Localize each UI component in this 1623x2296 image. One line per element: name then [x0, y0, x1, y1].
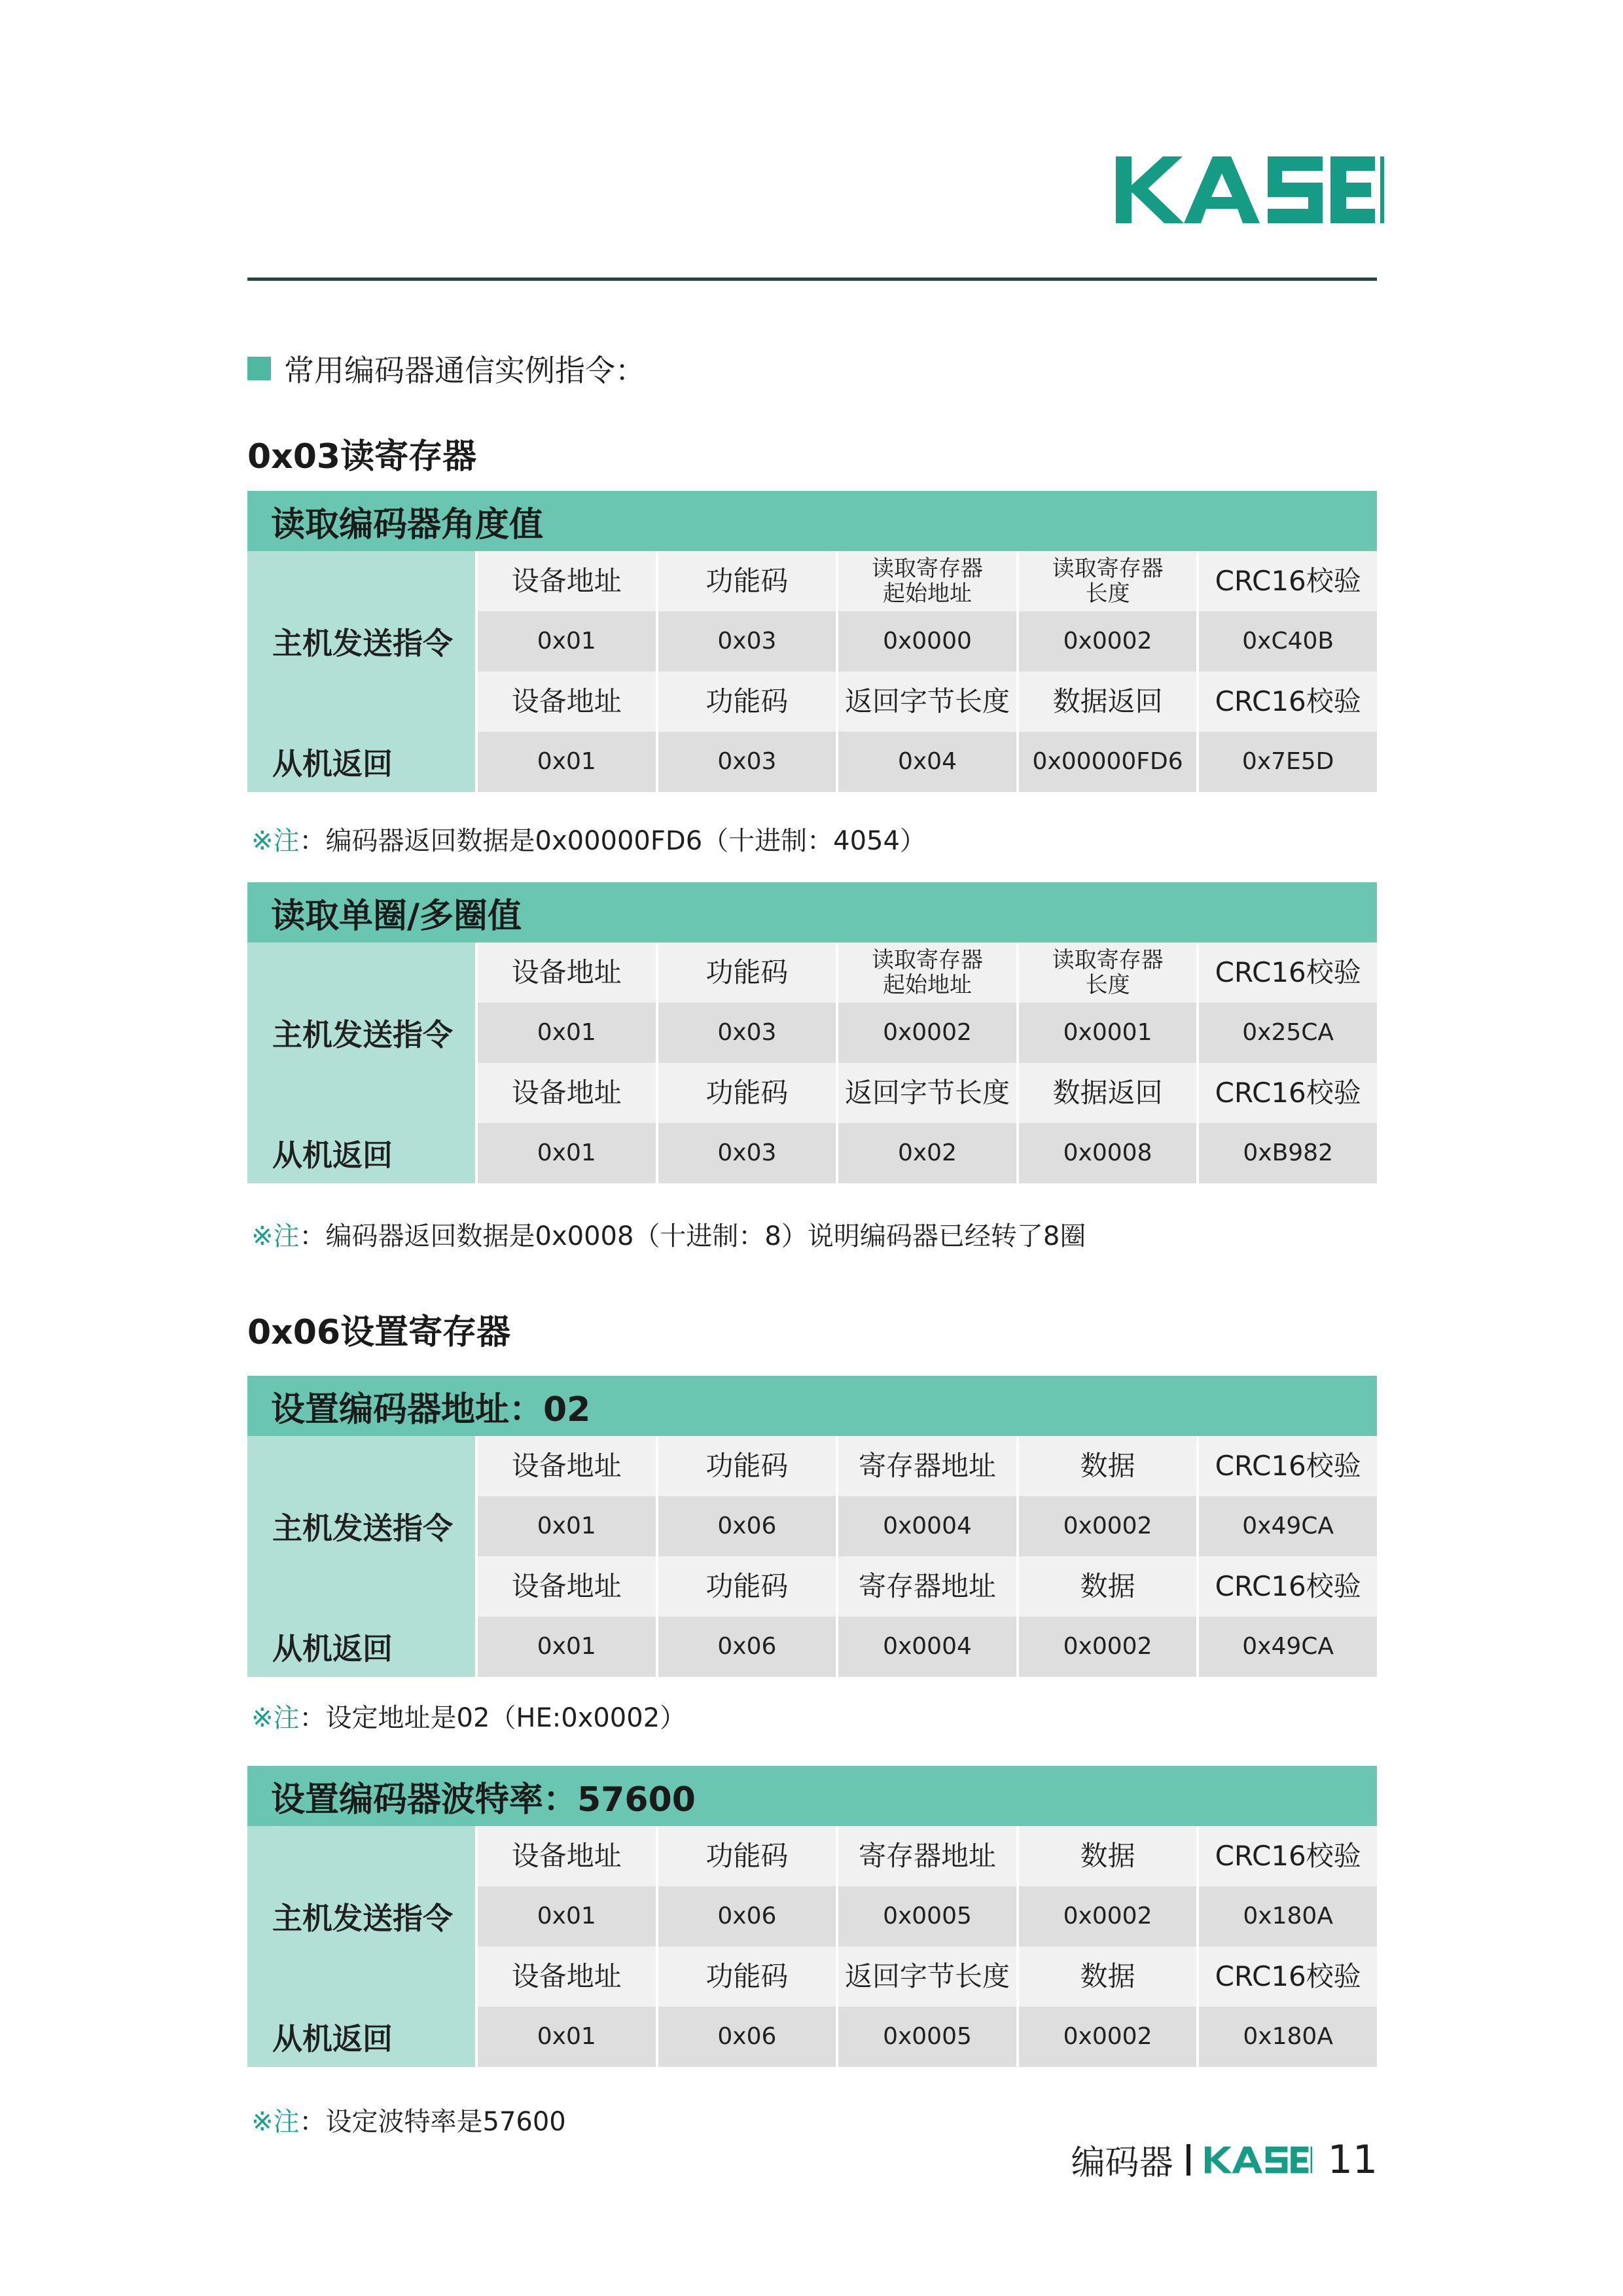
column-label: 功能码: [658, 942, 839, 1003]
table-row: [247, 732, 1377, 792]
column-label: 数据返回: [1019, 1063, 1200, 1123]
page-footer: [1071, 2135, 1378, 2184]
table-row: [247, 1496, 1377, 1556]
cell-value: 0x0002: [1019, 1886, 1200, 1946]
column-label: 数据: [1019, 1826, 1200, 1886]
column-label: 数据: [1019, 1436, 1200, 1496]
row-head: 主机发送指令: [247, 1886, 478, 1946]
page-number: 11: [1327, 2136, 1378, 2183]
column-label: CRC16校验: [1215, 956, 1361, 989]
table-row: [247, 1123, 1377, 1183]
table-title: 设置编码器波特率：57600: [247, 1766, 1377, 1826]
table-note: [251, 2101, 566, 2138]
cell-value: 0x0005: [838, 2007, 1019, 2067]
section-heading-text: 常用编码器通信实例指令：: [284, 353, 645, 388]
table-set-baudrate: [247, 1766, 1377, 2067]
cell-value: 0x0005: [838, 1886, 1019, 1946]
cell-value: 0x0004: [838, 1617, 1019, 1677]
cell-value: 0xC40B: [1242, 627, 1334, 655]
cell-value: 0x0002: [1019, 1617, 1200, 1677]
cell-value: 0xB982: [1243, 1139, 1333, 1166]
table-read-turns: [247, 882, 1377, 1183]
column-label: CRC16校验: [1215, 1570, 1361, 1603]
column-label: 读取寄存器 起始地址: [838, 551, 1019, 611]
footer-kasei-logo: [1204, 2143, 1313, 2177]
table-row: [247, 1886, 1377, 1946]
row-head: 从机返回: [247, 2007, 478, 2067]
row-head: 从机返回: [247, 1123, 478, 1183]
group-title-read-registers: 0x03读寄存器: [247, 437, 477, 476]
column-label: CRC16校验: [1215, 1450, 1361, 1482]
cell-value: 0x7E5D: [1241, 747, 1334, 775]
column-label: 功能码: [658, 551, 839, 611]
cell-value: 0x0000: [838, 611, 1019, 672]
cell-value: 0x180A: [1243, 1902, 1333, 1929]
cell-value: 0x01: [478, 732, 658, 792]
cell-value: 0x01: [478, 611, 658, 672]
table-note: [251, 1697, 686, 1734]
cell-value: 0x49CA: [1242, 1632, 1334, 1660]
table-row: [247, 672, 1377, 732]
column-label: 功能码: [658, 1556, 839, 1617]
section-heading: [247, 347, 645, 390]
table-title: 读取编码器角度值: [247, 491, 1377, 551]
column-label: 设备地址: [478, 942, 658, 1003]
row-head: [247, 1436, 478, 1496]
column-label: 设备地址: [478, 1556, 658, 1617]
column-label: 寄存器地址: [838, 1826, 1019, 1886]
row-head: 从机返回: [247, 1617, 478, 1677]
footer-divider: [1186, 2144, 1190, 2176]
header-rule: [247, 278, 1377, 281]
column-label: 功能码: [658, 1063, 839, 1123]
cell-value: 0x04: [838, 732, 1019, 792]
bullet-square-icon: [247, 357, 271, 380]
table-row: [247, 1826, 1377, 1886]
table-row: [247, 1063, 1377, 1123]
cell-value: 0x01: [478, 1123, 658, 1183]
table-row: [247, 1003, 1377, 1063]
cell-value: 0x0004: [838, 1496, 1019, 1556]
table-row: [247, 611, 1377, 672]
column-label: 返回字节长度: [838, 672, 1019, 732]
cell-value: 0x01: [478, 1617, 658, 1677]
column-label: 数据: [1019, 1556, 1200, 1617]
cell-value: 0x01: [478, 2007, 658, 2067]
note-mark: ※注: [251, 1221, 300, 1251]
column-label: 设备地址: [478, 1946, 658, 2007]
table-note: [251, 820, 926, 857]
row-head: 主机发送指令: [247, 611, 478, 672]
column-label: 返回字节长度: [838, 1063, 1019, 1123]
table-set-address: [247, 1376, 1377, 1677]
cell-value: 0x0001: [1019, 1003, 1200, 1063]
column-label: 功能码: [658, 1436, 839, 1496]
column-label: 寄存器地址: [838, 1436, 1019, 1496]
table-row: [247, 1617, 1377, 1677]
cell-value: 0x03: [658, 1123, 839, 1183]
cell-value: 0x03: [658, 732, 839, 792]
column-label: 设备地址: [478, 672, 658, 732]
row-head: 主机发送指令: [247, 1496, 478, 1556]
row-head: 从机返回: [247, 732, 478, 792]
note-text: ：设定波特率是57600: [299, 2107, 566, 2137]
column-label: CRC16校验: [1215, 1840, 1361, 1873]
table-row: [247, 1556, 1377, 1617]
column-label: CRC16校验: [1215, 1960, 1361, 1993]
row-head: [247, 1946, 478, 2007]
note-mark: ※注: [251, 2107, 300, 2137]
group-title-write-register: 0x06设置寄存器: [247, 1313, 511, 1352]
column-label: 设备地址: [478, 551, 658, 611]
note-text: ：编码器返回数据是0x0008（十进制：8）说明编码器已经转了8圈: [299, 1221, 1086, 1251]
note-mark: ※注: [251, 826, 300, 856]
table-row: [247, 1436, 1377, 1496]
table-read-angle: [247, 491, 1377, 792]
footer-label: 编码器: [1071, 2144, 1173, 2183]
cell-value: 0x03: [658, 1003, 839, 1063]
column-label: 读取寄存器 起始地址: [838, 942, 1019, 1003]
cell-value: 0x06: [658, 1496, 839, 1556]
cell-value: 0x0002: [1019, 2007, 1200, 2067]
column-label: 功能码: [658, 1826, 839, 1886]
table-title: 设置编码器地址：02: [247, 1376, 1377, 1436]
row-head: [247, 942, 478, 1003]
table-row: [247, 942, 1377, 1003]
column-label: 读取寄存器 长度: [1019, 942, 1200, 1003]
row-head: 主机发送指令: [247, 1003, 478, 1063]
note-text: ：设定地址是02（HE:0x0002）: [299, 1703, 687, 1733]
cell-value: 0x06: [658, 1886, 839, 1946]
cell-value: 0x0002: [1019, 1496, 1200, 1556]
column-label: CRC16校验: [1215, 1077, 1361, 1109]
cell-value: 0x00000FD6: [1019, 732, 1200, 792]
table-row: [247, 2007, 1377, 2067]
cell-value: 0x03: [658, 611, 839, 672]
row-head: [247, 1063, 478, 1123]
column-label: 设备地址: [478, 1826, 658, 1886]
column-label: 数据返回: [1019, 672, 1200, 732]
column-label: 设备地址: [478, 1436, 658, 1496]
table-row: [247, 1946, 1377, 2007]
column-label: 数据: [1019, 1946, 1200, 2007]
column-label: 读取寄存器 长度: [1019, 551, 1200, 611]
cell-value: 0x49CA: [1242, 1512, 1334, 1539]
column-label: 功能码: [658, 1946, 839, 2007]
cell-value: 0x0008: [1019, 1123, 1200, 1183]
cell-value: 0x06: [658, 1617, 839, 1677]
column-label: 设备地址: [478, 1063, 658, 1123]
column-label: 功能码: [658, 672, 839, 732]
cell-value: 0x01: [478, 1496, 658, 1556]
table-title: 读取单圈/多圈值: [247, 882, 1377, 942]
row-head: [247, 1556, 478, 1617]
table-note: [251, 1215, 1086, 1253]
cell-value: 0x0002: [838, 1003, 1019, 1063]
cell-value: 0x06: [658, 2007, 839, 2067]
column-label: 返回字节长度: [838, 1946, 1019, 2007]
row-head: [247, 551, 478, 611]
cell-value: 0x01: [478, 1003, 658, 1063]
column-label: 寄存器地址: [838, 1556, 1019, 1617]
column-label: CRC16校验: [1215, 565, 1361, 598]
cell-value: 0x02: [838, 1123, 1019, 1183]
cell-value: 0x25CA: [1242, 1018, 1334, 1046]
table-row: [247, 551, 1377, 611]
column-label: CRC16校验: [1215, 685, 1361, 718]
note-mark: ※注: [251, 1703, 300, 1733]
cell-value: 0x0002: [1019, 611, 1200, 672]
cell-value: 0x01: [478, 1886, 658, 1946]
row-head: [247, 1826, 478, 1886]
row-head: [247, 672, 478, 732]
kasei-logo: [1116, 147, 1384, 232]
cell-value: 0x180A: [1243, 2022, 1333, 2050]
note-text: ：编码器返回数据是0x00000FD6（十进制：4054）: [299, 826, 926, 856]
